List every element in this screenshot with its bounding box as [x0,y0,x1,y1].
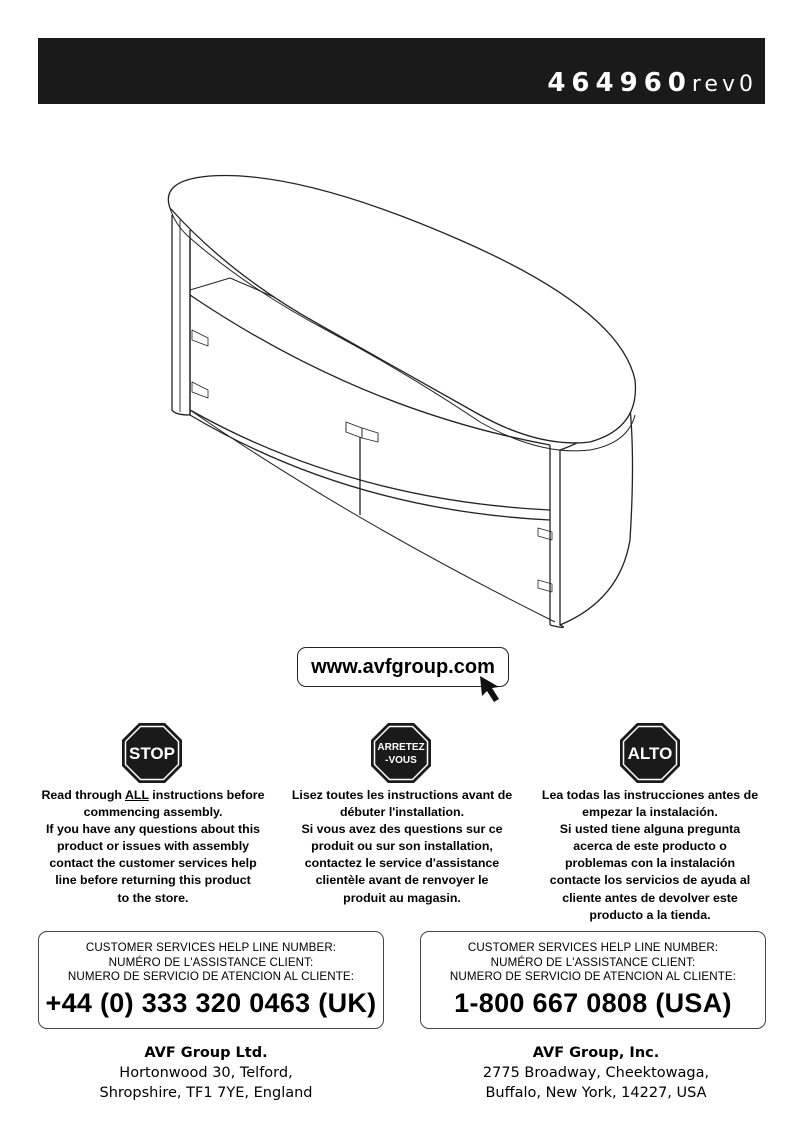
company-name: AVF Group Ltd. [144,1045,268,1061]
instruction-line: If you have any questions about this [45,822,261,837]
instruction-line: to the store. [117,890,189,905]
stop-sign-label: STOP [129,744,175,763]
header-bar [38,38,765,104]
arretez-sign-icon [370,722,432,784]
instruction-line: Lea todas las instrucciones antes de [541,788,759,802]
instruction-emphasis: ALL [124,788,149,802]
document-code [547,68,757,98]
address-line: Hortonwood 30, Telford, [119,1065,293,1081]
helpline-box-uk [38,931,384,1029]
instruction-line: produit au magasin. [343,890,461,905]
instruction-line: contactez le service d'assistance [304,856,500,871]
instructions-spanish [527,787,773,924]
instruction-line: contacte los servicios de ayuda al [549,873,751,888]
instruction-line: commencing assembly. [83,805,223,820]
instruction-line: clientèle avant de renvoyer le [315,873,489,888]
instruction-line: Si vous avez des questions sur ce [301,822,503,837]
company-name: AVF Group, Inc. [532,1045,660,1061]
instructions-french [279,787,525,907]
instruction-line: produit ou sur son installation, [311,839,493,854]
instruction-line: contact the customer services help [49,856,257,871]
instruction-line: débuter l'installation. [339,805,465,820]
helpline-phone-usa[interactable]: 1-800 667 0808 (USA) [454,987,732,1018]
document-revision: rev0 [691,72,757,97]
address-line: 2775 Broadway, Cheektowaga, [482,1065,710,1081]
stop-sign-icon [121,722,183,784]
document-number: 464960 [547,68,692,98]
address-line: Buffalo, New York, 14227, USA [485,1085,707,1101]
instruction-line: problemas con la instalación [564,856,736,871]
instruction-line: Lisez toutes les instructions avant de [291,788,513,802]
alto-sign-icon [619,722,681,784]
instruction-line: line before returning this product [55,873,251,888]
instruction-line [30,787,276,804]
address-uk [34,1043,378,1103]
helpline-label: CUSTOMER SERVICES HELP LINE NUMBER: [467,941,719,954]
helpline-label: NUMÉRO DE L'ASSISTANCE CLIENT: [490,955,696,969]
instructions-english [30,787,276,907]
instruction-line: producto a la tienda. [589,907,711,922]
instruction-line: acerca de este producto o [573,839,727,854]
helpline-box-usa [420,931,766,1029]
instruction-line: product or issues with assembly [56,839,250,854]
address-usa [424,1043,768,1103]
arretez-sign-label-line2: -VOUS [385,755,417,766]
helpline-phone-uk[interactable]: +44 (0) 333 320 0463 (UK) [45,987,377,1018]
instruction-line: cliente antes de devolver este [562,890,738,905]
arretez-sign-label-line1: ARRETEZ [377,742,425,753]
instruction-line: Si usted tiene alguna pregunta [559,822,741,837]
address-line: Shropshire, TF1 7YE, England [99,1085,313,1101]
cursor-arrow-icon [478,674,508,706]
helpline-label: NUMERO DE SERVICIO DE ATENCION AL CLIENTE: [67,970,355,984]
instruction-text: instructions before [148,788,265,802]
instruction-text: Read through [41,788,125,802]
website-url[interactable]: www.avfgroup.com [311,655,495,678]
helpline-label: CUSTOMER SERVICES HELP LINE NUMBER: [85,941,337,954]
helpline-label: NUMERO DE SERVICIO DE ATENCION AL CLIENTE: [449,970,737,984]
helpline-label: NUMÉRO DE L'ASSISTANCE CLIENT: [108,955,314,969]
alto-sign-label: ALTO [627,744,673,763]
instruction-line: empezar la instalación. [582,805,718,820]
tv-stand-drawing-icon [150,160,650,640]
